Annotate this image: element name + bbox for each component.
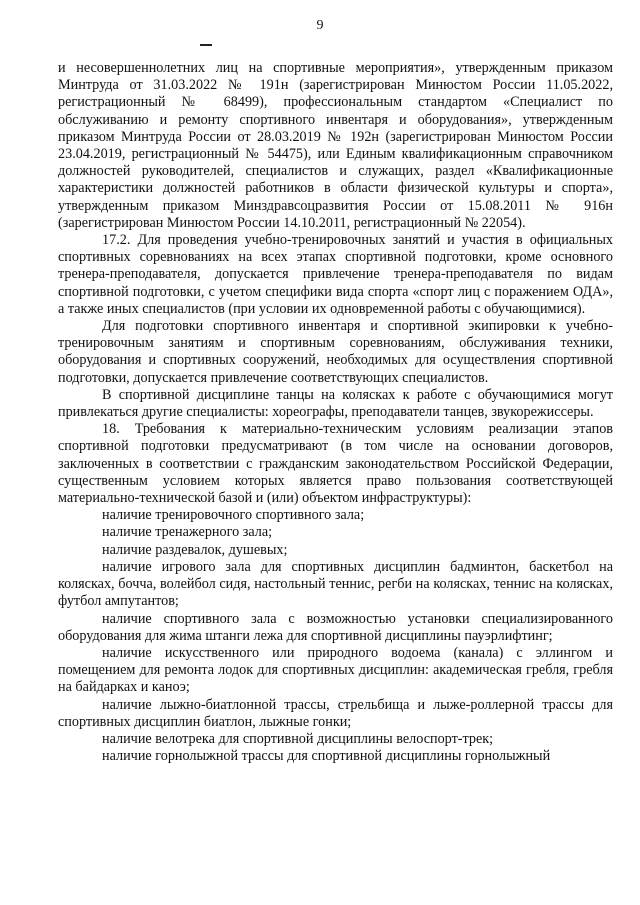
scan-mark — [200, 44, 212, 46]
paragraph-equipment-specialists: Для подготовки спортивного инвентаря и спортивной экипировки к учебно-тренировочным занятиям и спортивным соревнованиям, обслуживания техники, оборудования и спортивных сооружений, необходимых для осуществления спортивной подготовки, допускается привлечение соответствующих специалистов. — [58, 318, 613, 386]
list-item: наличие лыжно-биатлонной трассы, стрельбища и лыже-роллерной трассы для спортивных дисциплин биатлон, лыжные гонки; — [58, 696, 613, 730]
list-item: наличие игрового зала для спортивных дисциплин бадминтон, баскетбол на колясках, бочча, волейбол сидя, настольный теннис, регби на колясках, теннис на колясках, футбол ампутантов; — [58, 558, 613, 610]
list-item: наличие велотрека для спортивной дисциплины велоспорт-трек; — [102, 730, 494, 747]
list-item: наличие раздевалок, душевых; — [102, 541, 288, 558]
list-item: наличие тренажерного зала; — [102, 524, 273, 541]
paragraph-17-2: 17.2. Для проведения учебно-тренировочных занятий и участия в официальных спортивных соревнованиях на всех этапах спортивной подготовки, кроме основного тренера-преподавателя, допускается привлечение тренера-преподавателя по видам спортивной подготовки, с учетом специфики вида спорта «спорт лиц с поражением ОДА», а также иных специалистов (при условии их одновременной работы с обучающимися). — [58, 232, 613, 317]
list-item: наличие тренировочного спортивного зала; — [102, 507, 365, 524]
page-number: 9 — [316, 18, 324, 33]
paragraph-18: 18. Требования к материально-техническим условиям реализации этапов спортивной подготовки предусматривают (в том числе на основании договоров, заключенных в соответствии с гражданским законодательством Российской Федерации, существенным условием которых является право пользования соответствующей материально-технической базой и (или) объектом инфраструктуры): — [58, 421, 613, 507]
paragraph-wheelchair-dance: В спортивной дисциплине танцы на колясках к работе с обучающимися могут привлекаться другие специалисты: хореографы, преподаватели танцев, звукорежиссеры. — [58, 386, 613, 421]
list-item: наличие спортивного зала с возможностью установки специализированного оборудования для жима штанги лежа для спортивной дисциплины пауэрлифтинг; — [58, 610, 613, 644]
paragraph-continuation: и несовершеннолетних лиц на спортивные мероприятия», утвержденным приказом Минтруда от 31.03.2022 № 191н (зарегистрирован Минюстом России 11.05.2022, регистрационный № 68499), профессиональным стандартом «Специалист по обслуживанию и ремонту спортивного инвентаря и оборудования», утвержденным приказом Минтруда России от 28.03.2019 № 192н (зарегистрирован Минюстом России 23.04.2019, регистрационный № 54475), или Единым квалификационным справочником должностей руководителей, специалистов и служащих, раздел «Квалификационные характеристики должностей работников в области физической культуры и спорта», утвержденным приказом Минздравсоцразвития России от 15.08.2011 № 916н (зарегистрирован Минюстом России 14.10.2011, регистрационный № 22054). — [58, 60, 613, 231]
list-item: наличие искусственного или природного водоема (канала) с эллингом и помещением для ремонта лодок для спортивных дисциплин: академическая гребля, гребля на байдарках и каноэ; — [58, 644, 613, 696]
list-item: наличие горнолыжной трассы для спортивной дисциплины горнолыжный — [102, 748, 551, 765]
document-body — [58, 60, 613, 765]
